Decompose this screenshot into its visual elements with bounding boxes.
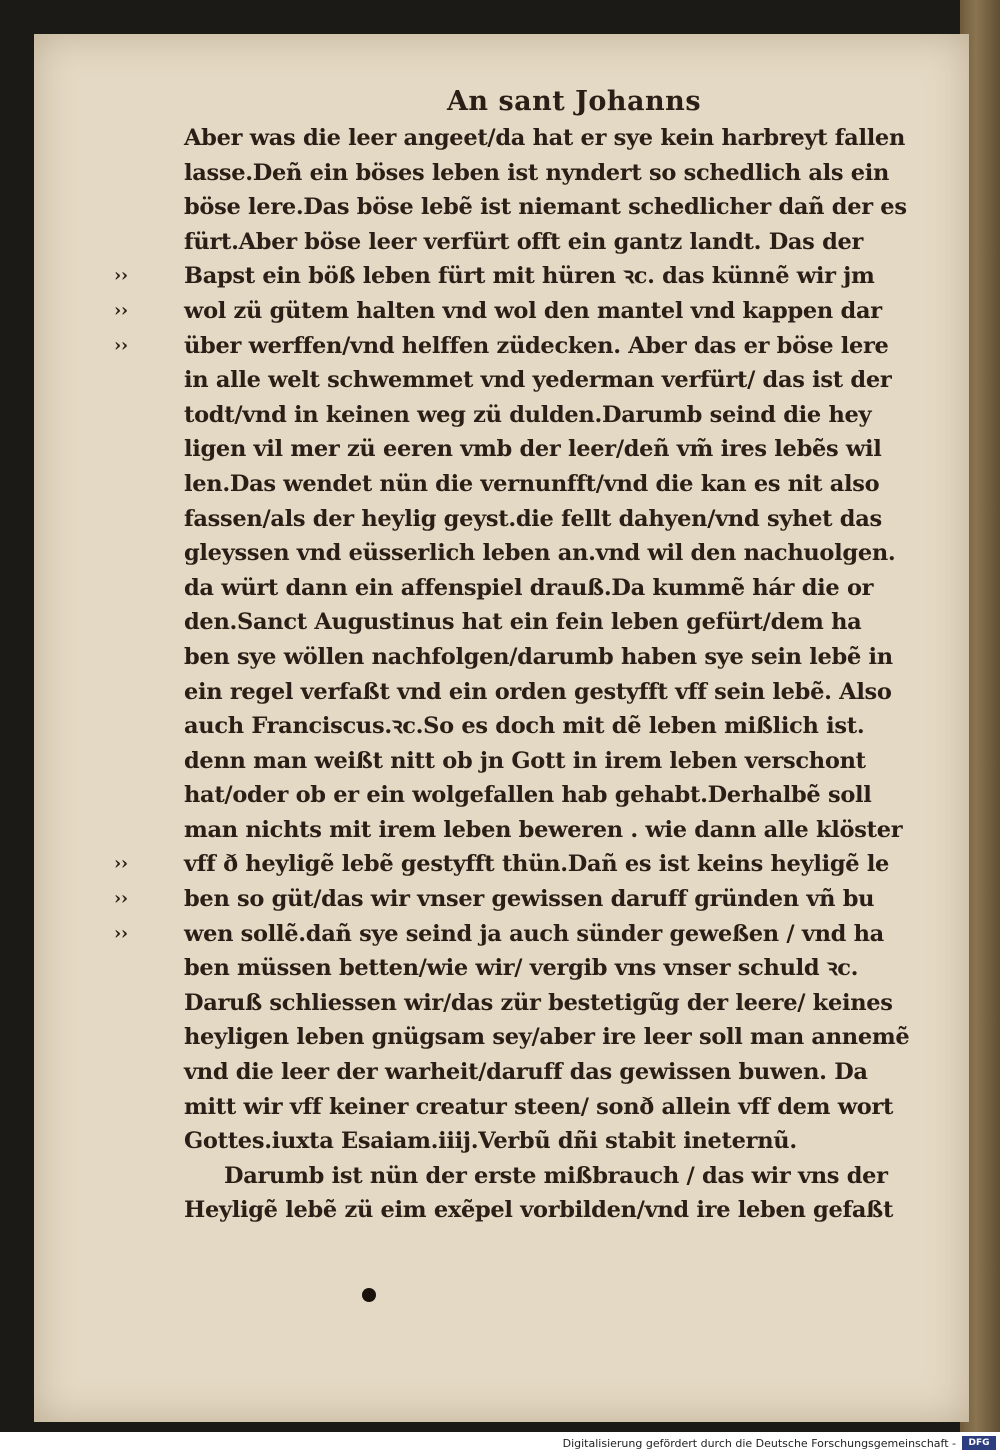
text-line — [184, 432, 964, 467]
line-text: ligen vil mer zü eeren vmb der leer/deñ vm̃ ires lebẽs wil — [184, 436, 882, 463]
text-line — [184, 1193, 964, 1228]
text-line — [184, 986, 964, 1021]
text-line — [184, 1124, 964, 1159]
line-text: da würt dann ein affenspiel drauß.Da kummẽ hár die or — [184, 574, 874, 601]
line-text: todt/vnd in keinen weg zü dulden.Darumb seind die hey — [184, 401, 872, 428]
line-text: heyligen leben gnügsam sey/aber ire leer soll man annemẽ — [184, 1024, 910, 1051]
text-line — [184, 536, 964, 571]
text-line — [184, 363, 964, 398]
page-header: An sant Johanns — [446, 86, 702, 117]
text-line — [114, 259, 964, 294]
text-line — [114, 847, 964, 882]
line-text: wol zü gütem halten vnd wol den mantel vnd kappen dar — [184, 297, 882, 324]
line-text: Daruß schliessen wir/das zür bestetigũg der leere/ keines — [184, 989, 893, 1016]
line-text: Heyligẽ lebẽ zü eim exẽpel vorbilden/vnd ire leben gefaßt — [184, 1197, 894, 1224]
line-text: böse lere.Das böse lebẽ ist niemant schedlicher dañ der es — [184, 194, 907, 221]
line-text: lasse.Deñ ein böses leben ist nyndert so schedlich als ein — [184, 159, 890, 186]
text-line — [184, 675, 964, 710]
line-text: vnd die leer der warheit/daruff das gewissen buwen. Da — [184, 1059, 868, 1086]
text-line — [184, 398, 964, 433]
line-text: vff ð heyligẽ lebẽ gestyfft thün.Dañ es ist keins heyligẽ le — [184, 851, 890, 878]
text-line — [184, 951, 964, 986]
book-page — [34, 34, 969, 1422]
text-line — [184, 1090, 964, 1125]
line-text: ben müssen betten/wie wir/ vergib vns vnser schuld ꝛc. — [184, 955, 859, 982]
line-text: man nichts mit irem leben beweren . wie dann alle klöster — [184, 816, 903, 843]
line-text: ein regel verfaßt vnd ein orden gestyfft vff sein lebẽ. Also — [184, 678, 892, 705]
line-text: denn man weißt nitt ob jn Gott in irem leben verschont — [184, 747, 866, 774]
text-lines — [114, 121, 964, 1228]
line-text: den.Sanct Augustinus hat ein fein leben gefürt/dem ha — [184, 609, 862, 636]
text-line — [184, 156, 964, 191]
text-line — [114, 882, 964, 917]
text-line — [184, 709, 964, 744]
line-text: Darumb ist nün der erste mißbrauch / das wir vns der — [224, 1162, 888, 1189]
text-line — [184, 1055, 964, 1090]
line-text: fassen/als der heylig geyst.die fellt dahyen/vnd syhet das — [184, 505, 882, 532]
margin-marker: ›› — [114, 265, 128, 287]
line-text: wen sollẽ.dañ sye seind ja auch sünder geweßen / vnd ha — [184, 920, 884, 947]
line-text: Gottes.iuxta Esaiam.iiij.Verbũ dñi stabit ineternũ. — [184, 1128, 797, 1155]
margin-marker: ›› — [114, 334, 128, 356]
text-line — [184, 778, 964, 813]
line-text: auch Franciscus.ꝛc.So es doch mit dẽ leben mißlich ist. — [184, 713, 865, 740]
line-text: fürt.Aber böse leer verfürt offt ein gantz landt. Das der — [184, 228, 864, 255]
line-text: Bapst ein böß leben fürt mit hüren ꝛc. das künnẽ wir jm — [184, 263, 875, 290]
line-text: in alle welt schwemmet vnd yederman verfürt/ das ist der — [184, 367, 892, 394]
ink-dot — [362, 1288, 376, 1302]
margin-marker: ›› — [114, 299, 128, 321]
text-line — [184, 1159, 964, 1194]
line-text: ben so güt/das wir vnser gewissen daruff gründen vñ bu — [184, 886, 875, 913]
footer-credit: Digitalisierung gefördert durch die Deutsche Forschungsgemeinschaft - — [562, 1437, 956, 1450]
text-line — [184, 744, 964, 779]
line-text: Aber was die leer angeet/da hat er sye kein harbreyt fallen — [184, 125, 906, 151]
text-line — [184, 1020, 964, 1055]
line-text: gleyssen vnd eüsserlich leben an.vnd wil den nachuolgen. — [184, 540, 896, 567]
text-line — [184, 225, 964, 260]
text-line — [184, 640, 964, 675]
page-text-block — [114, 84, 964, 1228]
line-text: len.Das wendet nün die vernunfft/vnd die kan es nit also — [184, 470, 880, 497]
line-text: ben sye wöllen nachfolgen/darumb haben sye sein lebẽ in — [184, 643, 893, 670]
text-line — [114, 917, 964, 952]
text-line — [184, 605, 964, 640]
text-line — [114, 329, 964, 364]
line-text: mitt wir vff keiner creatur steen/ sonð allein vff dem wort — [184, 1093, 894, 1120]
text-line — [184, 813, 964, 848]
text-line — [184, 502, 964, 537]
margin-marker: ›› — [114, 888, 128, 910]
text-line — [184, 121, 964, 156]
margin-marker: ›› — [114, 922, 128, 944]
text-line — [184, 467, 964, 502]
margin-marker: ›› — [114, 853, 128, 875]
footer-bar — [0, 1432, 1000, 1455]
text-line — [184, 571, 964, 606]
line-text: über werffen/vnd helffen züdecken. Aber das er böse lere — [184, 332, 889, 359]
text-line — [114, 294, 964, 329]
text-line — [184, 190, 964, 225]
dfg-logo: DFG — [962, 1436, 996, 1450]
line-text: hat/oder ob er ein wolgefallen hab gehabt.Derhalbẽ soll — [184, 782, 872, 809]
